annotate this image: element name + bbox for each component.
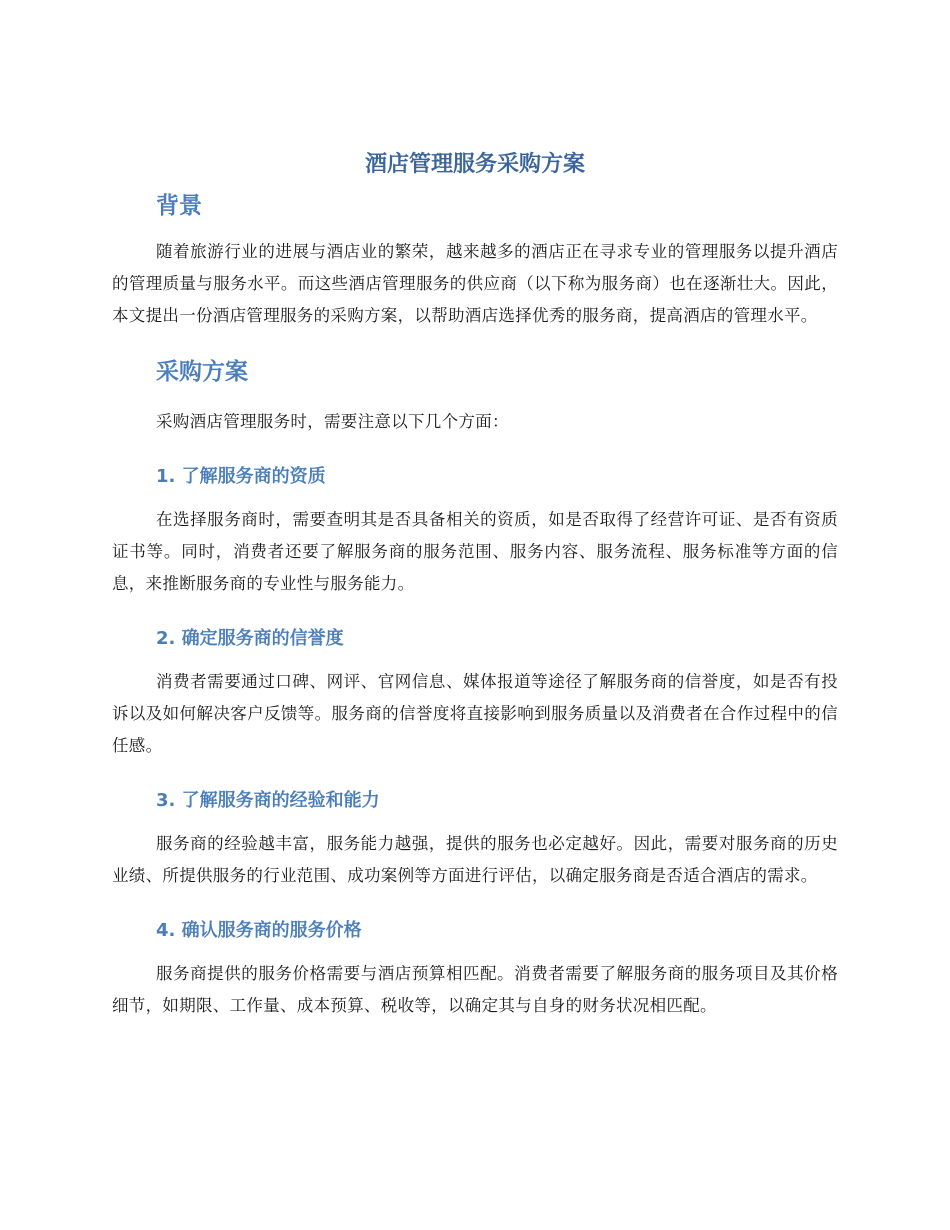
- item-paragraph-4: 服务商提供的服务价格需要与酒店预算相匹配。消费者需要了解服务商的服务项目及其价格细节，如期限、工作量、成本预算、税收等，以确定其与自身的财务状况相匹配。: [112, 964, 838, 1015]
- section-heading-procurement: 采购方案: [156, 359, 248, 385]
- background-paragraph: 随着旅游行业的进展与酒店业的繁荣，越来越多的酒店正在寻求专业的管理服务以提升酒店的管理质量与服务水平。而这些酒店管理服务的供应商（以下称为服务商）也在逐渐壮大。因此，本文提出一份酒店管理服务的采购方案，以帮助酒店选择优秀的服务商，提高酒店的管理水平。: [112, 242, 838, 325]
- procurement-intro: 采购酒店管理服务时，需要注意以下几个方面：: [156, 412, 509, 431]
- item-heading-2: 2. 确定服务商的信誉度: [156, 628, 344, 649]
- item-paragraph-2: 消费者需要通过口碑、网评、官网信息、媒体报道等途径了解服务商的信誉度，如是否有投诉以及如何解决客户反馈等。服务商的信誉度将直接影响到服务质量以及消费者在合作过程中的信任感。: [112, 672, 838, 755]
- item-heading-4: 4. 确认服务商的服务价格: [156, 920, 362, 941]
- item-heading-1: 1. 了解服务商的资质: [156, 466, 326, 487]
- document-title: 酒店管理服务采购方案: [364, 152, 585, 177]
- item-paragraph-1: 在选择服务商时，需要查明其是否具备相关的资质，如是否取得了经营许可证、是否有资质证书等。同时，消费者还要了解服务商的服务范围、服务内容、服务流程、服务标准等方面的信息，来推断服务商的专业性与服务能力。: [112, 510, 838, 593]
- item-paragraph-3: 服务商的经验越丰富，服务能力越强，提供的服务也必定越好。因此，需要对服务商的历史业绩、所提供服务的行业范围、成功案例等方面进行评估，以确定服务商是否适合酒店的需求。: [112, 834, 838, 885]
- item-heading-3: 3. 了解服务商的经验和能力: [156, 790, 380, 811]
- section-heading-background: 背景: [156, 193, 202, 219]
